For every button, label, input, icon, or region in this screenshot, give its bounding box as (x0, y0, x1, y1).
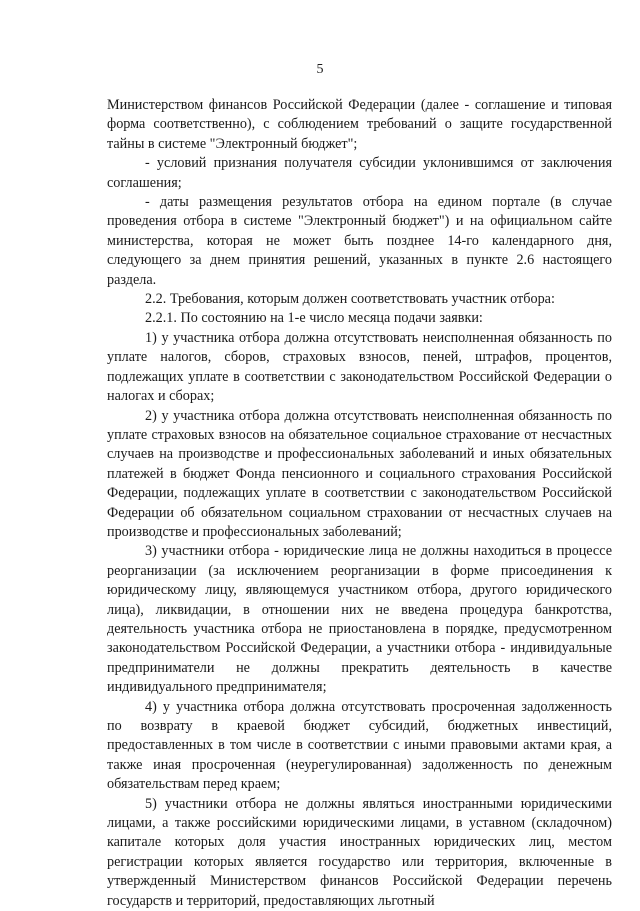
paragraph-evasion-conditions: - условий признания получателя субсидии уклонившимся от заключения соглашения; (107, 155, 612, 191)
list-item-3: 3) участники отбора - юридические лица не должны находиться в процессе реорганизации (за исключением реорганизации в форме присоединения к юридическому лицу, являющемуся участником отбора, другого юридического лица), ликвидации, в отношении них не введена процедура банкротства, деятельность участника отбора не приостановлена в порядке, предусмотренном законодательством Российской Федерации, а участники отбора - индивидуальные предприниматели не должны прекратить деятельность в качестве индивидуального предпринимателя; (107, 543, 612, 696)
paragraph-section-2-2-1: 2.2.1. По состоянию на 1-е число месяца подачи заявки: (145, 310, 483, 327)
paragraph-continuation: Министерством финансов Российской Федерации (далее - соглашение и типовая форма соответственно), с соблюдением требований о защите государственной тайны в системе "Электронный бюджет"; (107, 97, 612, 152)
paragraph-results-date: - даты размещения результатов отбора на едином портале (в случае проведения отбора в системе "Электронный бюджет") и на официальном сайте министерства, которая не может быть позднее 14-го календарного дня, следующего за днем принятия решений, указанных в пункте 2.6 настоящего раздела. (107, 194, 612, 288)
paragraph-section-2-2: 2.2. Требования, которым должен соответствовать участник отбора: (145, 291, 555, 308)
list-item-4: 4) у участника отбора должна отсутствовать просроченная задолженность по возврату в краевой бюджет субсидий, бюджетных инвестиций, предоставленных в том числе в соответствии с иными правовыми актами края, а также иная просроченная (неурегулированная) задолженность по денежным обязательствам перед краем; (107, 698, 612, 793)
list-item-5: 5) участники отбора не должны являться иностранными юридическими лицами, а также российскими юридическими лицами, в уставном (складочном) капитале которых доля участия иностранных юридических лиц, местом регистрации которых является государство или территория, включенные в утвержденный Министерством финансов Российской Федерации перечень государств и территорий, предоставляющих льготный (107, 795, 612, 909)
list-item-2: 2) у участника отбора должна отсутствовать неисполненная обязанность по уплате страховых взносов на обязательное социальное страхование от несчастных случаев на производстве и профессиональных заболеваний и иных обязательных платежей в бюджет Фонда пенсионного и социального страхования Российской Федерации, подлежащих уплате в соответствии с законодательством Российской Федерации об обязательном социальном страховании от несчастных случаев на производстве и профессиональных заболеваний; (107, 407, 612, 540)
page-number: 5 (316, 62, 324, 77)
list-item-1: 1) у участника отбора должна отсутствовать неисполненная обязанность по уплате налогов, сборов, страховых взносов, пеней, штрафов, процентов, подлежащих уплате в соответствии с законодательством Российской Федерации о налогах и сборах; (107, 329, 612, 405)
document-body (107, 96, 612, 911)
